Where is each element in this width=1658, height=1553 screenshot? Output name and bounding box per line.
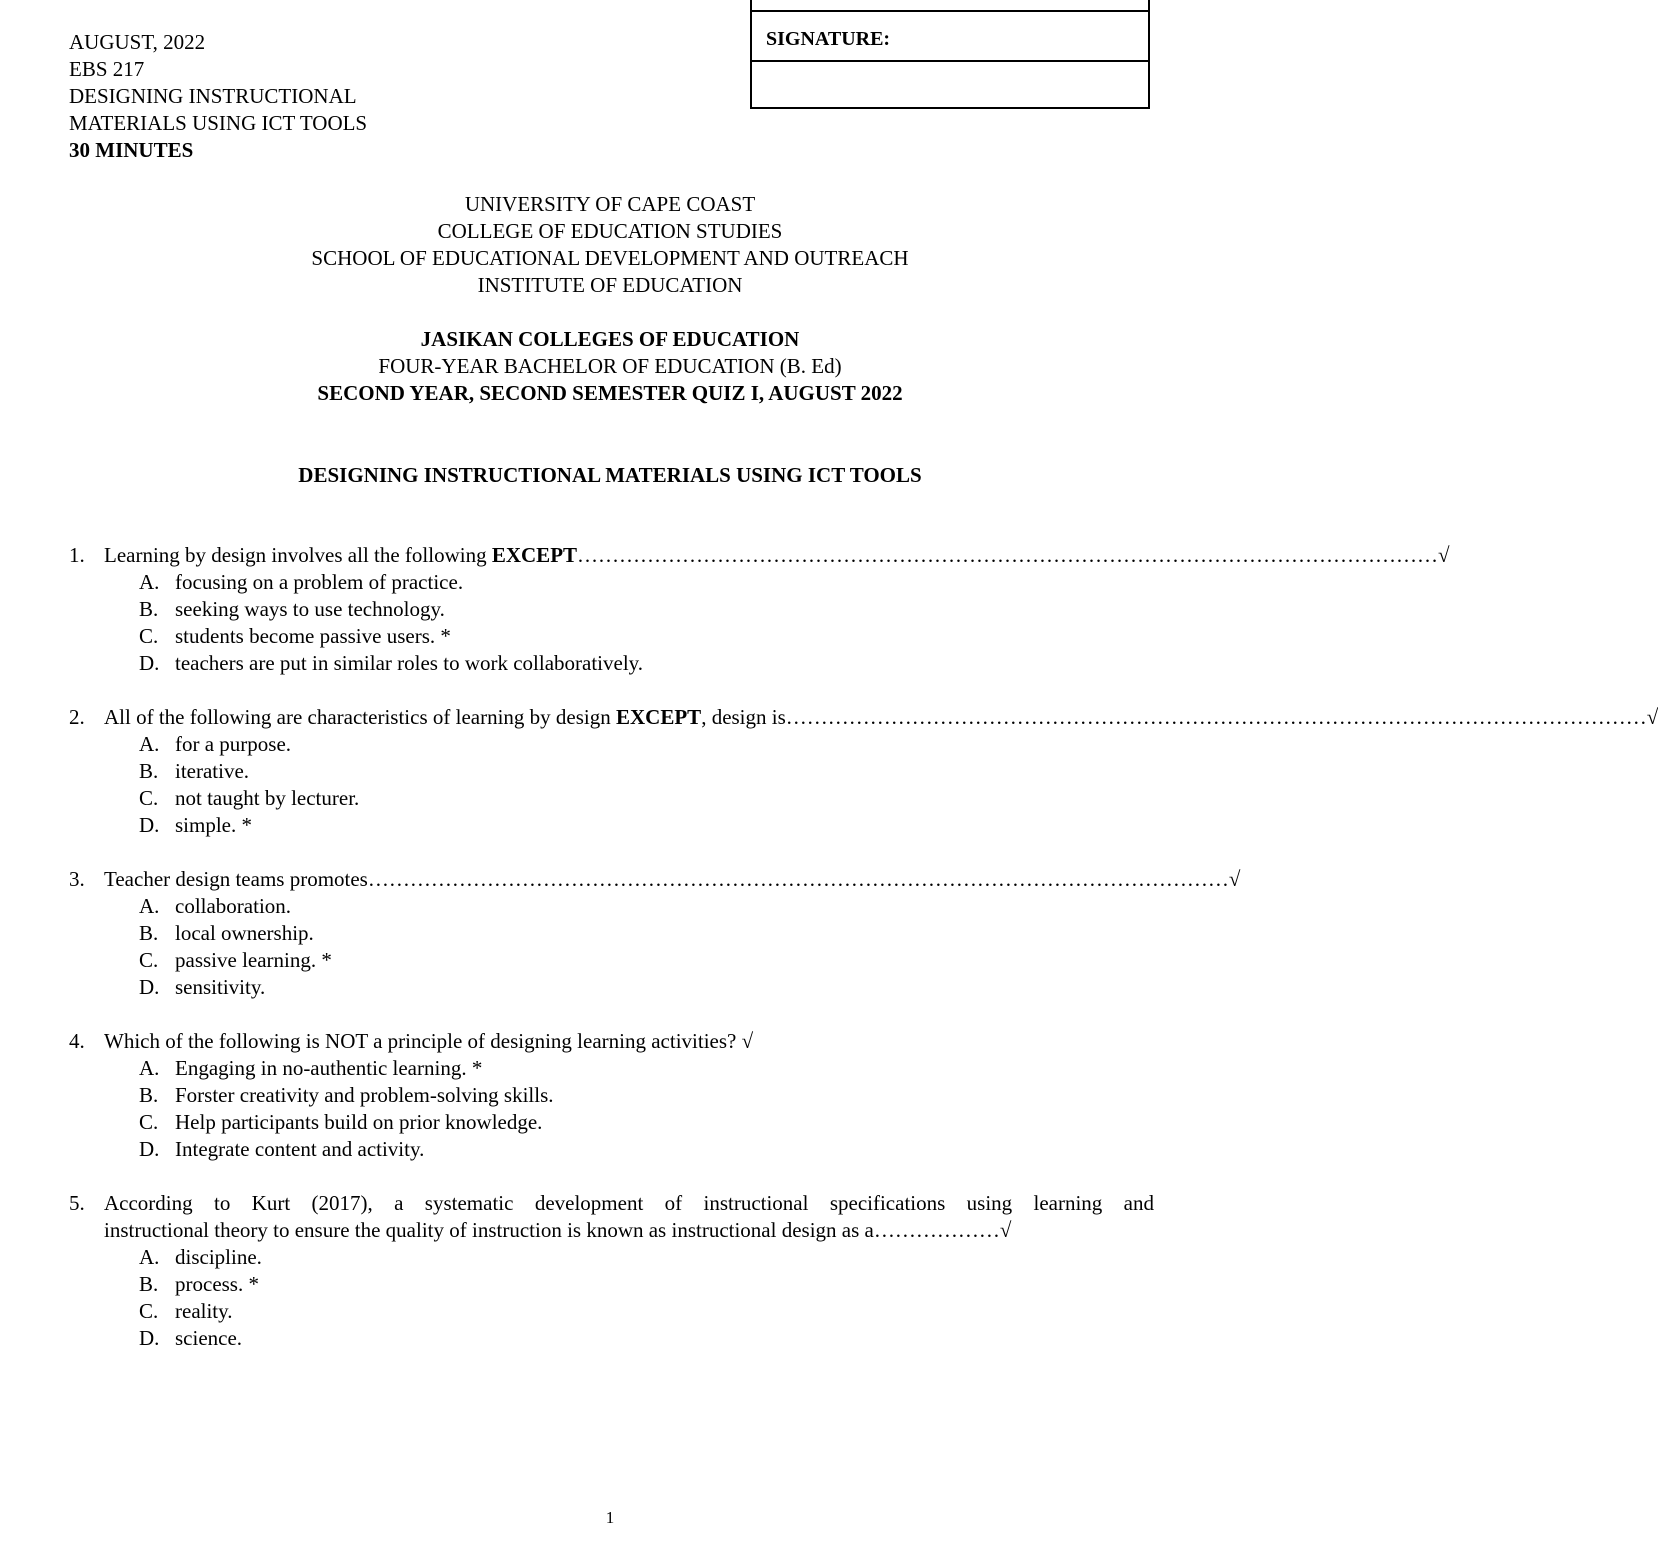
option-text: not taught by lecturer. — [175, 786, 360, 810]
option-text: collaboration. — [175, 894, 292, 918]
option-letter: C. — [139, 786, 159, 810]
signature-field[interactable] — [752, 60, 1148, 109]
option-text: discipline. — [175, 1245, 262, 1269]
option-letter: B. — [139, 597, 159, 621]
option-list — [139, 1055, 1154, 1163]
option-b[interactable] — [139, 920, 1154, 947]
exam-date: AUGUST, 2022 — [69, 30, 206, 54]
exam-college-name: JASIKAN COLLEGES OF EDUCATION — [420, 327, 800, 351]
question-number: 5. — [69, 1191, 85, 1215]
option-c[interactable] — [139, 1109, 1154, 1136]
question-stem — [104, 542, 577, 569]
option-text: seeking ways to use technology. — [175, 597, 445, 621]
exam-session: SECOND YEAR, SECOND SEMESTER QUIZ I, AUGUST 2022 — [317, 381, 903, 405]
exam-title-text: DESIGNING INSTRUCTIONAL MATERIALS USING ICT TOOLS — [298, 463, 922, 487]
option-text: focusing on a problem of practice. — [175, 570, 464, 594]
option-b[interactable] — [139, 596, 1154, 623]
option-letter: C. — [139, 1299, 159, 1323]
option-a[interactable] — [139, 893, 1154, 920]
option-text: Engaging in no-authentic learning. * — [175, 1056, 483, 1080]
exam-heading — [0, 326, 1220, 407]
course-info — [69, 29, 669, 164]
stem-emphasis: EXCEPT — [491, 543, 578, 567]
option-c[interactable] — [139, 947, 1154, 974]
option-letter: D. — [139, 651, 160, 675]
stem-emphasis: EXCEPT — [616, 705, 702, 729]
exam-duration: 30 MINUTES — [69, 138, 194, 162]
option-text: passive learning. * — [175, 948, 332, 972]
option-list — [139, 1244, 1154, 1352]
option-letter: B. — [139, 1083, 159, 1107]
option-text: students become passive users. * — [175, 624, 451, 648]
programme-name: FOUR-YEAR BACHELOR OF EDUCATION (B. Ed) — [378, 354, 842, 378]
stem-text: All of the following are characteristics of learning by design — [104, 705, 616, 729]
answer-leader-dots: …………………………………………………………………………………………………………… — [367, 867, 1229, 891]
exam-title — [0, 462, 1220, 489]
question-stem — [104, 704, 786, 731]
option-b[interactable] — [139, 1082, 1154, 1109]
question-number: 2. — [69, 705, 85, 729]
question-5 — [69, 1190, 1154, 1352]
option-d[interactable] — [139, 650, 1154, 677]
check-mark: √ — [999, 1218, 1012, 1242]
question-number: 3. — [69, 867, 85, 891]
answer-leader-dots: ……………… — [873, 1218, 1000, 1242]
option-letter: C. — [139, 624, 159, 648]
option-list — [139, 893, 1154, 1001]
option-text: Help participants build on prior knowledge. — [175, 1110, 543, 1134]
option-letter: A. — [139, 894, 160, 918]
course-code: EBS 217 — [69, 57, 145, 81]
question-number: 1. — [69, 543, 85, 567]
option-a[interactable] — [139, 731, 1154, 758]
option-b[interactable] — [139, 758, 1154, 785]
option-letter: A. — [139, 1245, 160, 1269]
option-letter: C. — [139, 1110, 159, 1134]
option-text: iterative. — [175, 759, 250, 783]
question-stem — [104, 1190, 1154, 1244]
signature-label-row — [752, 10, 1148, 62]
college-name: COLLEGE OF EDUCATION STUDIES — [437, 219, 783, 243]
option-letter: C. — [139, 948, 159, 972]
option-letter: D. — [139, 975, 160, 999]
option-a[interactable] — [139, 569, 1154, 596]
option-text: local ownership. — [175, 921, 314, 945]
option-letter: A. — [139, 570, 160, 594]
option-text: reality. — [175, 1299, 233, 1323]
option-text: Forster creativity and problem-solving skills. — [175, 1083, 554, 1107]
option-list — [139, 569, 1154, 677]
option-text: for a purpose. — [175, 732, 292, 756]
signature-label: SIGNATURE: — [766, 28, 891, 50]
option-text: process. * — [175, 1272, 259, 1296]
question-stem: Teacher design teams promotes — [104, 867, 368, 891]
option-text: Integrate content and activity. — [175, 1137, 425, 1161]
option-letter: B. — [139, 1272, 159, 1296]
page-number: 1 — [605, 1508, 615, 1527]
question-2 — [69, 704, 1658, 839]
check-mark: √ — [1646, 705, 1658, 729]
school-name: SCHOOL OF EDUCATIONAL DEVELOPMENT AND OUTREACH — [311, 246, 909, 270]
institute-name: INSTITUTE OF EDUCATION — [477, 273, 743, 297]
option-letter: D. — [139, 813, 160, 837]
stem-text: Learning by design involves all the following — [104, 543, 492, 567]
option-letter: D. — [139, 1137, 160, 1161]
option-c[interactable] — [139, 1298, 1154, 1325]
institution-heading — [0, 191, 1220, 299]
check-mark: √ — [1228, 867, 1241, 891]
answer-leader-dots: …………………………………………………………………………………………………………… — [577, 543, 1439, 567]
university-name: UNIVERSITY OF CAPE COAST — [464, 192, 756, 216]
check-mark: √ — [1438, 543, 1450, 567]
option-letter: A. — [139, 732, 160, 756]
option-d[interactable] — [139, 974, 1154, 1001]
option-a[interactable] — [139, 1244, 1154, 1271]
stem-line-2 — [104, 1217, 1154, 1244]
course-title-line-1: DESIGNING INSTRUCTIONAL — [69, 84, 357, 108]
option-c[interactable] — [139, 785, 1154, 812]
question-1 — [69, 542, 1450, 677]
option-text: simple. * — [175, 813, 252, 837]
stem-line-1: According to Kurt (2017), a systematic development of instructional specifications using learning and — [104, 1191, 1154, 1215]
question-stem: Which of the following is NOT a principle of designing learning activities? √ — [104, 1029, 754, 1053]
option-text: sensitivity. — [175, 975, 266, 999]
option-b[interactable] — [139, 1271, 1154, 1298]
option-letter: B. — [139, 921, 159, 945]
option-c[interactable] — [139, 623, 1154, 650]
question-4 — [69, 1028, 1154, 1163]
option-text: teachers are put in similar roles to work collaboratively. — [175, 651, 644, 675]
question-number: 4. — [69, 1029, 85, 1053]
option-d[interactable] — [139, 812, 1154, 839]
question-list — [69, 542, 1658, 1379]
course-title-line-2: MATERIALS USING ICT TOOLS — [69, 111, 368, 135]
option-letter: B. — [139, 759, 159, 783]
answer-leader-dots: …………………………………………………………………………………………………………… — [785, 705, 1647, 729]
option-d[interactable] — [139, 1325, 1154, 1352]
option-a[interactable] — [139, 1055, 1154, 1082]
stem-text: instructional theory to ensure the quality of instruction is known as instructional design as a — [104, 1218, 874, 1242]
option-letter: A. — [139, 1056, 160, 1080]
stem-text-after: , design is — [701, 705, 786, 729]
question-3 — [69, 866, 1241, 1001]
signature-box — [750, 0, 1150, 109]
option-letter: D. — [139, 1326, 160, 1350]
option-text: science. — [175, 1326, 243, 1350]
option-d[interactable] — [139, 1136, 1154, 1163]
option-list — [139, 731, 1154, 839]
